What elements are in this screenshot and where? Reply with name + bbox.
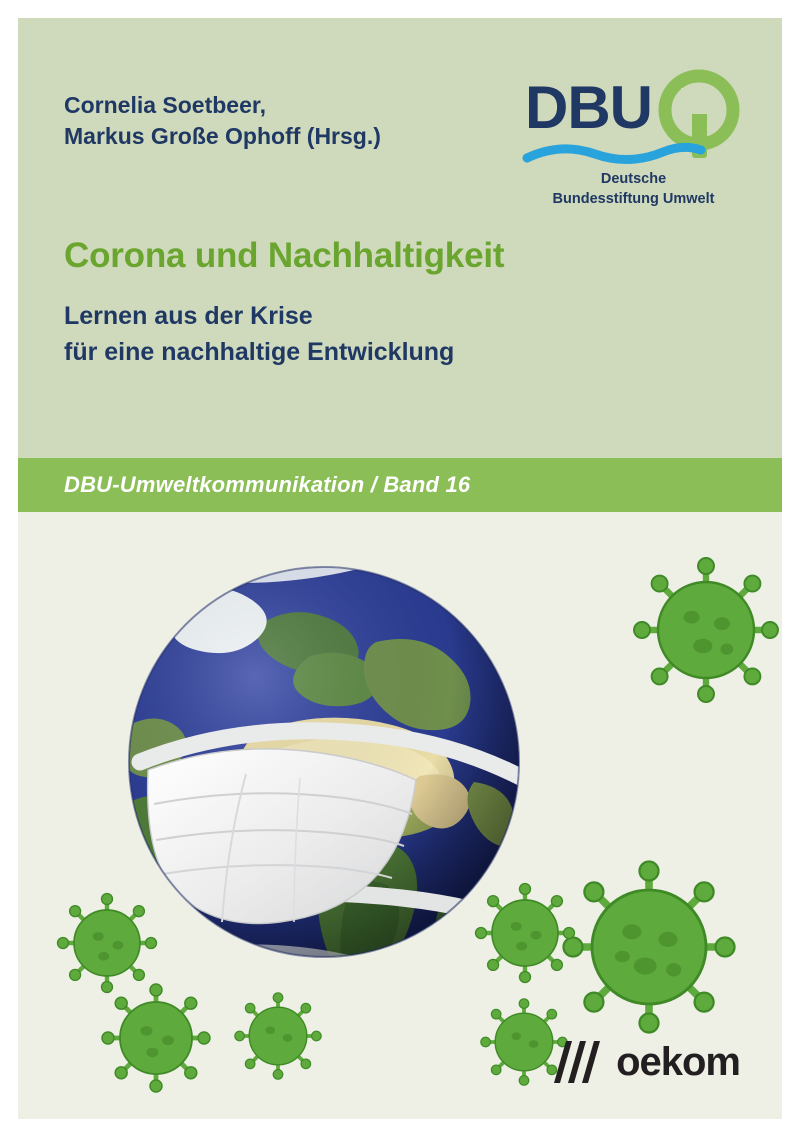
- oekom-bars-mark: [552, 1041, 608, 1083]
- coronavirus-particle: [626, 550, 782, 710]
- subtitle-line-1: Lernen aus der Krise: [64, 302, 313, 330]
- subtitle-line-2: für eine nachhaltige Entwicklung: [64, 338, 455, 367]
- dbu-subtitle-line-1: Deutsche: [600, 171, 667, 187]
- coronavirus-particle: [230, 988, 326, 1084]
- editor-line-1: Cornelia Soetbeer,: [64, 92, 266, 118]
- dbu-logo-subtitle: [521, 170, 746, 209]
- editors-block: [64, 90, 484, 152]
- oekom-logo: [552, 1041, 740, 1083]
- svg-text:DBU: DBU: [525, 74, 652, 141]
- cover-illustration-area: [18, 512, 782, 1119]
- coronavirus-particle: [470, 878, 580, 988]
- cover-canvas: [18, 18, 782, 1119]
- book-subtitle: [64, 298, 584, 371]
- book-title: Corona und Nachhaltigkeit: [64, 236, 505, 275]
- editor-line-2: Markus Große Ophoff (Hrsg.): [64, 123, 381, 150]
- coronavirus-particle: [554, 852, 744, 1042]
- series-band: [18, 458, 782, 512]
- dbu-subtitle-line-2: Bundesstiftung Umwelt: [552, 190, 715, 207]
- oekom-wordmark: oekom: [616, 1040, 740, 1084]
- series-band-label: DBU-Umweltkommunikation / Band 16: [64, 472, 471, 497]
- coronavirus-particle: [96, 978, 216, 1098]
